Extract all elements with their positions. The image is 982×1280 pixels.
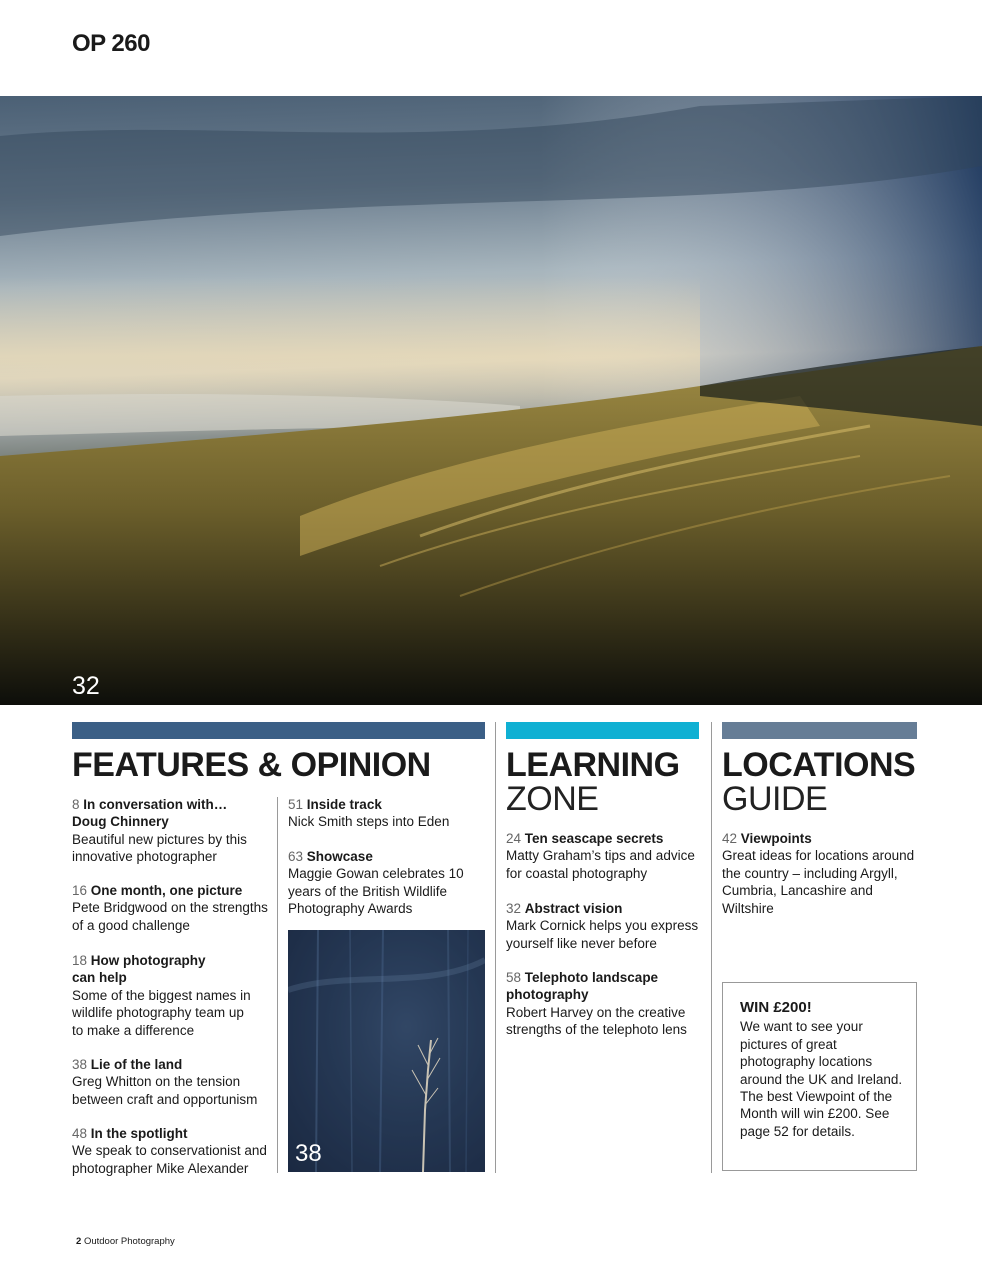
competition-title: WIN £200! xyxy=(740,999,812,1016)
locations-subheading: GUIDE xyxy=(722,780,828,818)
entry-description: Beautiful new pictures by this innovative photographer xyxy=(72,831,247,865)
contents-entry[interactable] xyxy=(506,900,704,952)
entry-description: Robert Harvey on the creative strengths of the telephoto lens xyxy=(506,1004,687,1038)
photo-page-number: 38 xyxy=(295,1140,322,1167)
learning-bar xyxy=(506,722,699,739)
entry-description: Pete Bridgwood on the strengths of a good challenge xyxy=(72,900,268,933)
contents-entry[interactable] xyxy=(506,969,704,1039)
locations-bar xyxy=(722,722,917,739)
entry-title: Inside track xyxy=(306,797,382,812)
entry-description: Greg Whitton on the tension between craft and opportunism xyxy=(72,1074,258,1107)
magazine-name: Outdoor Photography xyxy=(83,1236,175,1247)
entry-description: Mark Cornick helps you express yourself like never before xyxy=(506,918,699,951)
features-heading: FEATURES & OPINION xyxy=(72,746,431,784)
entry-description: Some of the biggest names in wildlife photography team up to make a difference xyxy=(72,987,251,1038)
competition-body: We want to see your pictures of great photography locations around the UK and Ireland. The best Viewpoint of the Month will win £200. See page 52 for details. xyxy=(740,1019,903,1139)
entry-page: 8 xyxy=(72,797,80,812)
entry-page: 63 xyxy=(288,849,304,864)
entry-page: 16 xyxy=(72,883,88,898)
entry-title: One month, one picture xyxy=(90,883,243,898)
entry-description: Great ideas for locations around the country – including Argyll, Cumbria, Lancashire and Wiltshire xyxy=(722,848,915,916)
learning-subheading: ZONE xyxy=(506,780,599,818)
entry-title: In the spotlight xyxy=(90,1126,188,1141)
entry-title: In conversation with… xyxy=(83,797,228,812)
folio: 2 xyxy=(76,1236,82,1247)
entry-title: Viewpoints xyxy=(740,831,812,846)
contents-entry[interactable] xyxy=(288,848,485,918)
forest-photo xyxy=(288,930,485,1172)
column-divider xyxy=(711,722,712,1173)
contents-entry[interactable] xyxy=(72,796,272,866)
entry-page: 48 xyxy=(72,1126,88,1141)
hero-photo-art xyxy=(0,96,982,705)
column-divider xyxy=(495,722,496,1173)
entry-title-line2: can help xyxy=(72,970,127,986)
entry-title: Showcase xyxy=(306,849,373,864)
contents-entry[interactable] xyxy=(72,882,272,934)
entry-title: Ten seascape secrets xyxy=(524,831,664,846)
hero-page-number: 32 xyxy=(72,672,100,700)
entry-description: Nick Smith steps into Eden xyxy=(288,814,450,830)
entry-description: We speak to conservationist and photographer Mike Alexander xyxy=(72,1143,267,1176)
contents-entry[interactable] xyxy=(722,830,917,917)
entry-page: 24 xyxy=(506,831,522,846)
entry-page: 42 xyxy=(722,831,738,846)
entry-page: 32 xyxy=(506,901,522,916)
entry-title-line2: photography xyxy=(506,987,589,1003)
locations-heading: LOCATIONS xyxy=(722,746,916,784)
page-footer xyxy=(76,1236,175,1247)
contents-entry[interactable] xyxy=(72,1125,272,1177)
entry-page: 38 xyxy=(72,1057,88,1072)
features-bar xyxy=(72,722,485,739)
entry-title: Lie of the land xyxy=(90,1057,183,1072)
contents-entry[interactable] xyxy=(506,830,704,882)
entry-page: 58 xyxy=(506,970,522,985)
entry-title: Telephoto landscape xyxy=(524,970,659,985)
entry-page: 51 xyxy=(288,797,304,812)
contents-entry[interactable] xyxy=(288,796,485,831)
column-divider xyxy=(277,797,278,1173)
entry-description: Maggie Gowan celebrates 10 years of the British Wildlife Photography Awards xyxy=(288,866,464,917)
entry-title: How photography xyxy=(90,953,206,968)
hero-photo xyxy=(0,96,982,705)
entry-title-line2: Doug Chinnery xyxy=(72,814,169,830)
contents-entry[interactable] xyxy=(72,1056,272,1108)
issue-number: OP 260 xyxy=(72,30,150,57)
learning-heading: LEARNING xyxy=(506,746,680,784)
competition-box xyxy=(722,982,917,1171)
forest-photo-art xyxy=(288,930,485,1172)
entry-page: 18 xyxy=(72,953,88,968)
entry-description: Matty Graham’s tips and advice for coastal photography xyxy=(506,848,695,881)
contents-entry[interactable] xyxy=(72,952,272,1039)
entry-title: Abstract vision xyxy=(524,901,623,916)
